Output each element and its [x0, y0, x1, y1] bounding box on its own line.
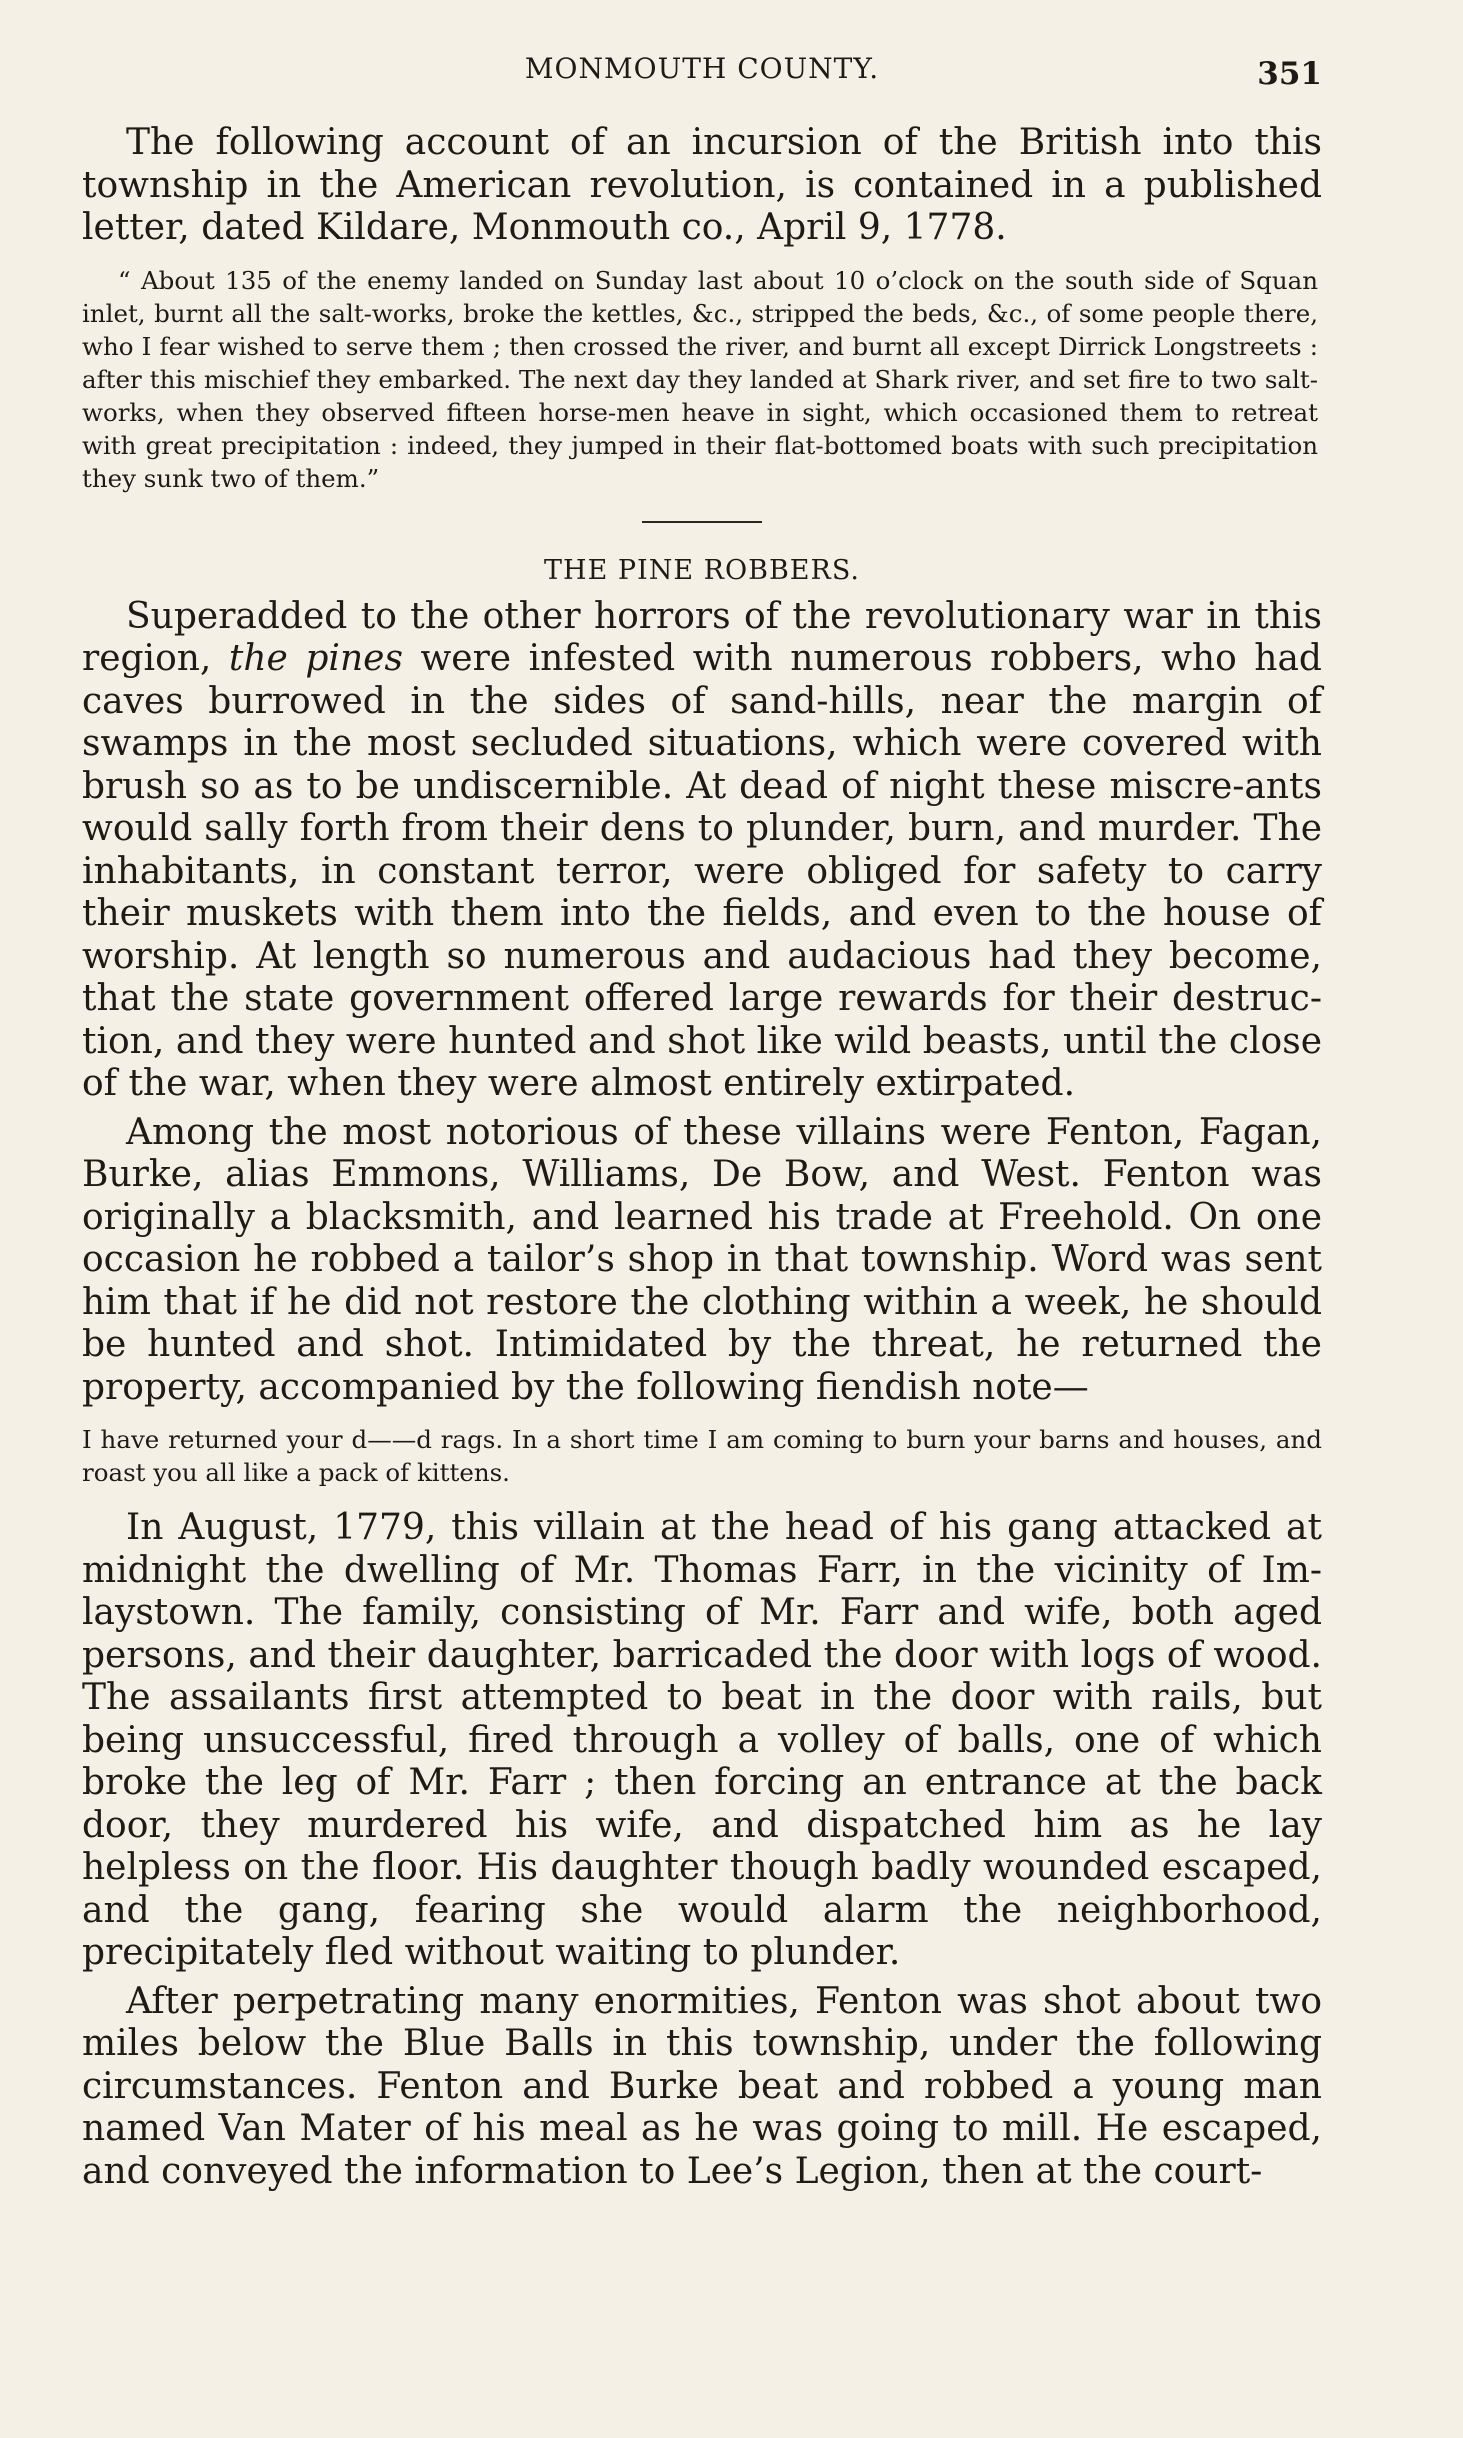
page-number: 351 [1257, 56, 1322, 92]
running-title: MONMOUTH COUNTY. [524, 52, 880, 85]
fiendish-note: I have returned your d——d rags. In a short time I am coming to burn your barns and houses, and roast you all like a pack of kittens. [82, 1425, 1322, 1487]
book-page [82, 46, 1322, 2193]
villains-paragraph: Among the most notorious of these villains were Fenton, Fagan, Burke, alias Emmons, Williams, De Bow, and West. Fenton was originally a blacksmith, and learned his trade at Freehold. On one occasion he robbed a tailor’s shop in that township. Word was sent him that if he did not restore the clothing within a week, he should be hunted and shot. Intimidated by the threat, he returned the property, accompanied by the following fiendish note— [82, 1111, 1322, 1408]
intro-paragraph: The following account of an incursion of the British into this township in the American revolution, is contained in a published letter, dated Kildare, Monmouth co., April 9, 1778. [82, 122, 1322, 248]
section-divider [642, 521, 762, 523]
pine-robbers-text-start: Superadded to the other horrors of the revolutionary war in this region, [82, 595, 1322, 679]
section-heading: THE PINE ROBBERS. [544, 554, 860, 586]
pine-robbers-italic: the pines [228, 638, 403, 679]
page-header [82, 46, 1322, 98]
farr-paragraph: In August, 1779, this villain at the head of his gang attacked at midnight the dwelling of Mr. Thomas Farr, in the vicinity of Im-laystown. The family, consisting of Mr. Farr and wife, both aged persons, and their daughter, barricaded the door with logs of wood. The assailants first attempted to beat in the door with rails, but being unsuccessful, fired through a volley of balls, one of which broke the leg of Mr. Farr ; then forcing an entrance at the back door, they murdered his wife, and dispatched him as he lay helpless on the floor. His daughter though badly wounded escaped, and the gang, fearing she would alarm the neighborhood, precipitately fled without waiting to plunder. [82, 1507, 1322, 1973]
pine-robbers-text-end: were infested with numerous robbers, who had caves burrowed in the sides of sand-hills, near the margin of swamps in the most secluded situations, which were covered with brush so as to be undiscernible. At dead of night these miscre-ants would sally forth from their dens to plunder, burn, and murder. The inhabitants, in constant terror, were obliged for safety to carry their muskets with them into the fields, and even to the house of worship. At length so numerous and audacious had they become, that the state government offered large rewards for their destruc-tion, and they were hunted and shot like wild beasts, until the close of the war, when they were almost entirely extirpated. [82, 638, 1322, 1104]
quoted-letter: “ About 135 of the enemy landed on Sunday last about 10 o’clock on the south side of Squan inlet, burnt all the salt-works, broke the kettles, &c., stripped the beds, &c., of some people there, who I fear wished to serve them ; then crossed the river, and burnt all except Dirrick Longstreets : after this mischief they embarked. The next day they landed at Shark river, and set fire to two salt-works, when they observed fifteen horse-men heave in sight, which occasioned them to retreat with great precipitation : indeed, they jumped in their flat-bottomed boats with such precipitation they sunk two of them.” [82, 265, 1318, 493]
pine-robbers-paragraph [82, 596, 1322, 1106]
fenton-shot-paragraph: After perpetrating many enormities, Fenton was shot about two miles below the Blue Balls in this township, under the following circumstances. Fenton and Burke beat and robbed a young man named Van Mater of his meal as he was going to mill. He escaped, and conveyed the information to Lee’s Legion, then at the court- [82, 1980, 1322, 2192]
